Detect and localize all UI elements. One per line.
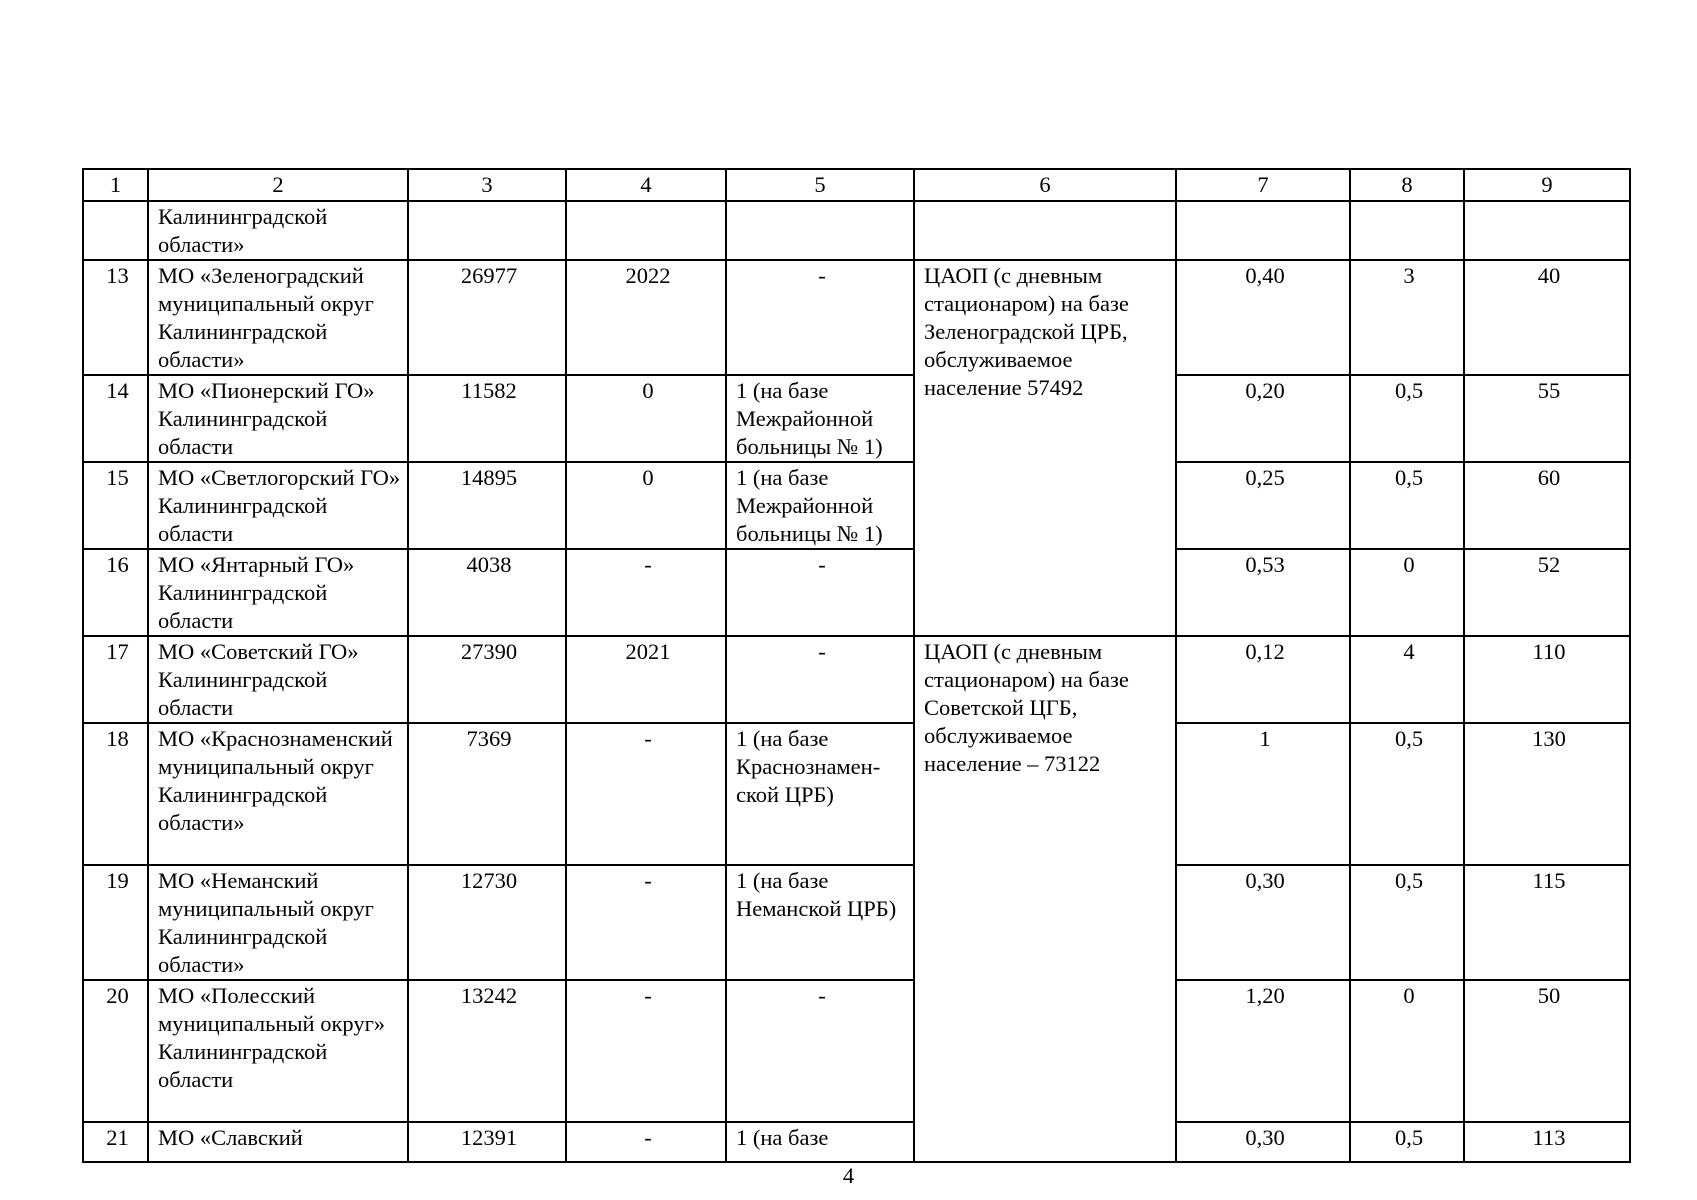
- col9-value: 113: [1464, 1122, 1630, 1162]
- population: 27390: [408, 636, 566, 723]
- population: 12730: [408, 865, 566, 980]
- col8-value: 0: [1350, 549, 1464, 636]
- continuation-row: [83, 201, 1630, 260]
- col7-value: 0,30: [1176, 1122, 1350, 1162]
- municipality-name: МО «Полесский муниципальный округ» Калининградской области: [148, 980, 408, 1122]
- beds: -: [726, 549, 914, 636]
- col7-value: 1,20: [1176, 980, 1350, 1122]
- header-cell: 2: [148, 169, 408, 201]
- year: -: [566, 980, 726, 1122]
- table-row: [83, 1122, 1630, 1162]
- municipality-name: МО «Неманский муниципальный округ Калининградской области»: [148, 865, 408, 980]
- col7-value: 1: [1176, 723, 1350, 865]
- table-row: [83, 723, 1630, 865]
- table-row: [83, 260, 1630, 375]
- year: 2022: [566, 260, 726, 375]
- beds: 1 (на базе Межрайонной больницы № 1): [726, 375, 914, 462]
- table-row: [83, 549, 1630, 636]
- population: 12391: [408, 1122, 566, 1162]
- col9-value: 52: [1464, 549, 1630, 636]
- col9-value: 40: [1464, 260, 1630, 375]
- population: 14895: [408, 462, 566, 549]
- col9-value: 60: [1464, 462, 1630, 549]
- year: -: [566, 865, 726, 980]
- header-cell: 8: [1350, 169, 1464, 201]
- row-number: 18: [83, 723, 148, 865]
- population: 11582: [408, 375, 566, 462]
- table-row: [83, 636, 1630, 723]
- header-cell: 5: [726, 169, 914, 201]
- col9-value: 115: [1464, 865, 1630, 980]
- row-number: 13: [83, 260, 148, 375]
- col9-value: 55: [1464, 375, 1630, 462]
- beds: -: [726, 980, 914, 1122]
- col7-value: 0,25: [1176, 462, 1350, 549]
- center-description: ЦАОП (с дневным стационаром) на базе Зеленоградской ЦРБ, обслуживаемое население 57492: [914, 260, 1176, 636]
- municipality-name: МО «Краснознаменский муниципальный округ Калининградской области»: [148, 723, 408, 865]
- beds: 1 (на базе: [726, 1122, 914, 1162]
- year: 0: [566, 462, 726, 549]
- year: -: [566, 549, 726, 636]
- header-cell: 1: [83, 169, 148, 201]
- row-number: 16: [83, 549, 148, 636]
- col7-value: 0,12: [1176, 636, 1350, 723]
- table-row: [83, 375, 1630, 462]
- col8-value: 0,5: [1350, 375, 1464, 462]
- row-number: 15: [83, 462, 148, 549]
- beds: 1 (на базе Межрайонной больницы № 1): [726, 462, 914, 549]
- municipality-name: МО «Пионерский ГО» Калининградской области: [148, 375, 408, 462]
- col7-value: 0,40: [1176, 260, 1350, 375]
- header-cell: 7: [1176, 169, 1350, 201]
- header-cell: 3: [408, 169, 566, 201]
- beds: 1 (на базе Краснознамен-ской ЦРБ): [726, 723, 914, 865]
- row-number: 19: [83, 865, 148, 980]
- center-description: ЦАОП (с дневным стационаром) на базе Советской ЦГБ, обслуживаемое население – 73122: [914, 636, 1176, 1162]
- row-number: 21: [83, 1122, 148, 1162]
- name-cell: Калининградской области»: [148, 201, 408, 260]
- header-row: [83, 169, 1630, 201]
- row-number: 20: [83, 980, 148, 1122]
- population: 4038: [408, 549, 566, 636]
- col8-value: 0,5: [1350, 865, 1464, 980]
- header-cell: 9: [1464, 169, 1630, 201]
- year: -: [566, 1122, 726, 1162]
- col8-value: 0,5: [1350, 1122, 1464, 1162]
- table-row: [83, 462, 1630, 549]
- col9-value: 50: [1464, 980, 1630, 1122]
- data-table: [82, 168, 1631, 1163]
- table-row: [83, 865, 1630, 980]
- page-number: 4: [842, 1163, 855, 1188]
- row-number: 17: [83, 636, 148, 723]
- municipality-name: МО «Славский: [148, 1122, 408, 1162]
- col8-value: 0,5: [1350, 462, 1464, 549]
- table-row: [83, 980, 1630, 1122]
- col9-value: 110: [1464, 636, 1630, 723]
- col8-value: 0,5: [1350, 723, 1464, 865]
- year: 2021: [566, 636, 726, 723]
- col7-value: 0,20: [1176, 375, 1350, 462]
- col7-value: 0,30: [1176, 865, 1350, 980]
- municipality-name: МО «Зеленоградский муниципальный округ Калининградской области»: [148, 260, 408, 375]
- population: 26977: [408, 260, 566, 375]
- col9-value: 130: [1464, 723, 1630, 865]
- year: -: [566, 723, 726, 865]
- population: 7369: [408, 723, 566, 865]
- col8-value: 4: [1350, 636, 1464, 723]
- municipality-name: МО «Советский ГО» Калининградской области: [148, 636, 408, 723]
- col7-value: 0,53: [1176, 549, 1350, 636]
- col8-value: 0: [1350, 980, 1464, 1122]
- municipality-name: МО «Янтарный ГО» Калининградской области: [148, 549, 408, 636]
- row-number: 14: [83, 375, 148, 462]
- col8-value: 3: [1350, 260, 1464, 375]
- beds: -: [726, 636, 914, 723]
- header-cell: 4: [566, 169, 726, 201]
- population: 13242: [408, 980, 566, 1122]
- beds: -: [726, 260, 914, 375]
- year: 0: [566, 375, 726, 462]
- header-cell: 6: [914, 169, 1176, 201]
- beds: 1 (на базе Неманской ЦРБ): [726, 865, 914, 980]
- municipality-name: МО «Светлогорский ГО» Калининградской области: [148, 462, 408, 549]
